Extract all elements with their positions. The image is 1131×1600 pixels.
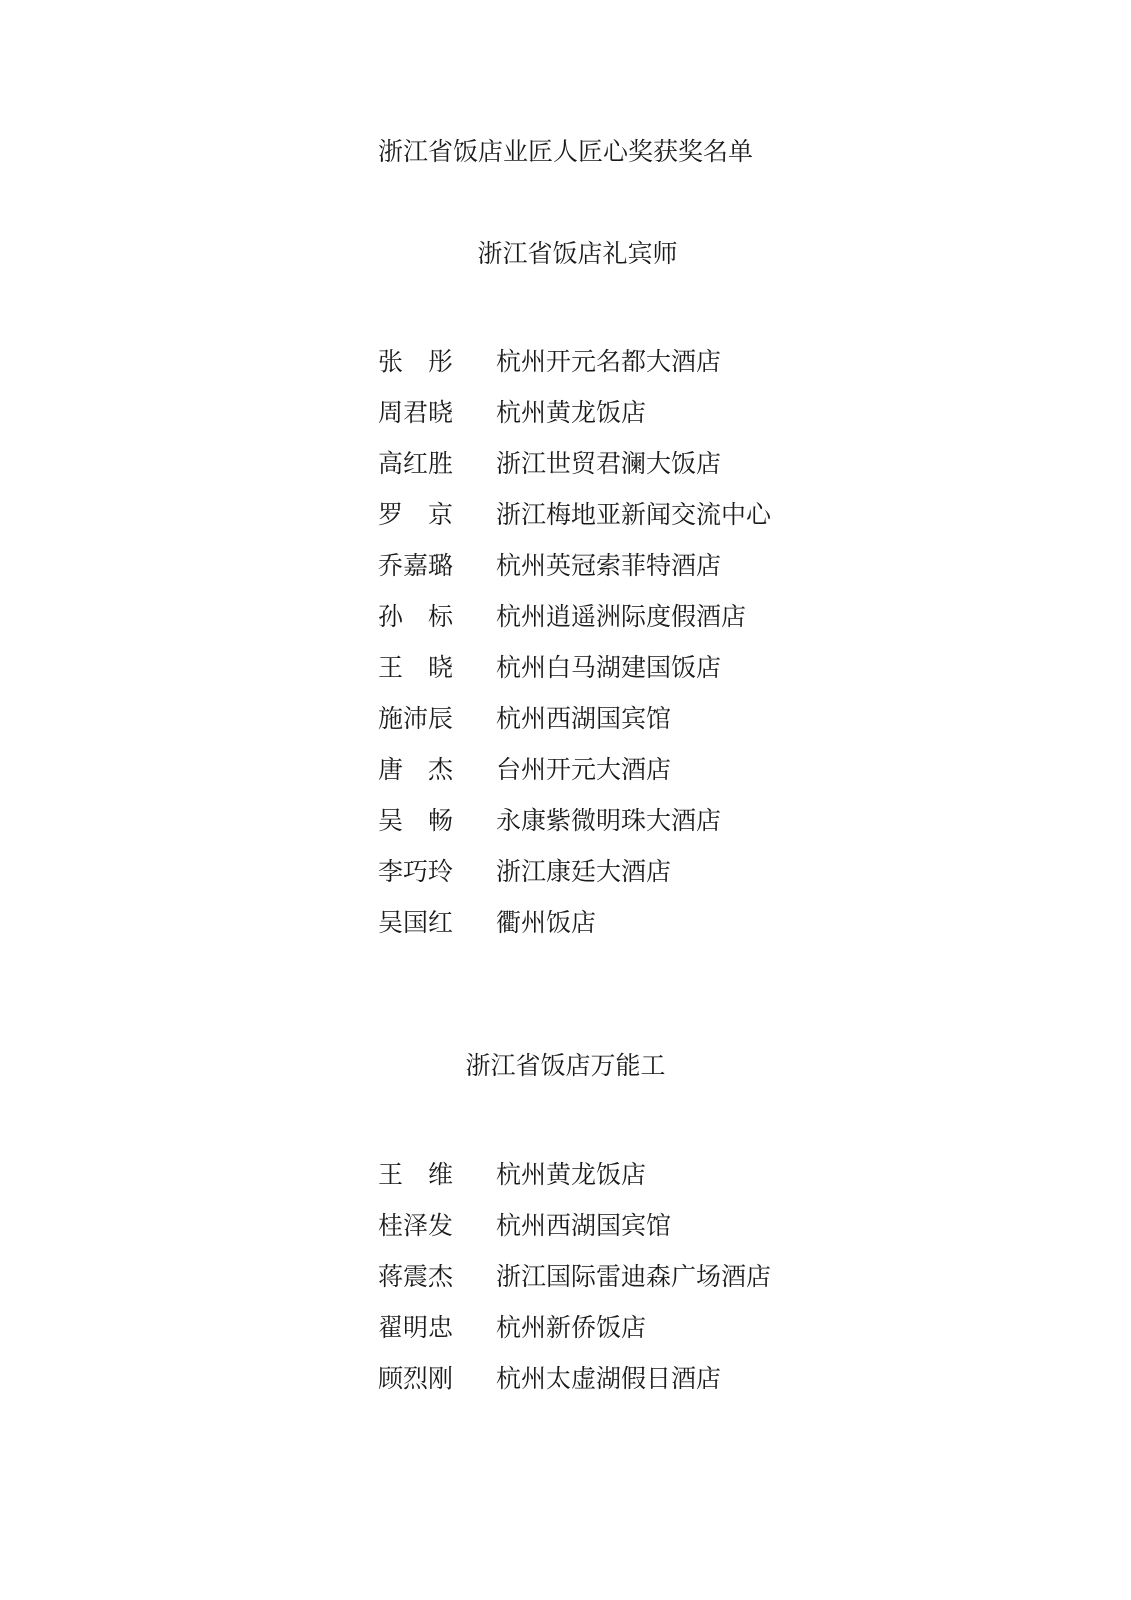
award-org: 浙江梅地亚新闻交流中心 [496,499,772,529]
list-item [378,589,771,640]
award-org: 杭州白马湖建国饭店 [496,652,722,682]
section-title-concierge: 浙江省饭店礼宾师 [477,239,678,268]
award-name: 王 晓 [378,652,454,682]
award-name: 孙 标 [378,601,454,631]
handyman-list [378,1147,771,1402]
award-org: 浙江国际雷迪森广场酒店 [496,1261,772,1291]
section-title-handyman: 浙江省饭店万能工 [465,1051,666,1080]
list-item [378,793,771,844]
list-item [378,1147,771,1198]
award-name: 李巧玲 [378,856,454,886]
list-item [378,1351,771,1402]
award-name: 张 彤 [378,346,454,376]
award-org: 杭州开元名都大酒店 [496,346,722,376]
concierge-list [378,334,771,946]
list-item [378,742,771,793]
list-item [378,385,771,436]
award-name: 王 维 [378,1159,454,1189]
list-item [378,334,771,385]
list-item [378,640,771,691]
list-item [378,844,771,895]
award-name: 蒋震杰 [378,1261,454,1291]
award-org: 衢州饭店 [496,907,597,937]
award-org: 浙江世贸君澜大饭店 [496,448,722,478]
award-name: 顾烈刚 [378,1363,454,1393]
award-org: 杭州太虚湖假日酒店 [496,1363,722,1393]
award-org: 永康紫微明珠大酒店 [496,805,722,835]
award-name: 乔嘉璐 [378,550,454,580]
award-name: 翟明忠 [378,1312,454,1342]
award-org: 杭州西湖国宾馆 [496,703,672,733]
list-item [378,436,771,487]
award-name: 吴 畅 [378,805,454,835]
award-name: 罗 京 [378,499,454,529]
list-item [378,1249,771,1300]
list-item [378,691,771,742]
award-name: 吴国红 [378,907,454,937]
document-title: 浙江省饭店业匠人匠心奖获奖名单 [377,137,753,166]
list-item [378,487,771,538]
award-name: 高红胜 [378,448,454,478]
award-name: 施沛辰 [378,703,454,733]
list-item [378,538,771,589]
list-item [378,895,771,946]
award-org: 杭州黄龙饭店 [496,397,647,427]
award-org: 杭州黄龙饭店 [496,1159,647,1189]
list-item [378,1198,771,1249]
award-org: 杭州逍遥洲际度假酒店 [496,601,747,631]
award-name: 唐 杰 [378,754,454,784]
award-org: 杭州英冠索菲特酒店 [496,550,722,580]
award-org: 杭州西湖国宾馆 [496,1210,672,1240]
award-org: 杭州新侨饭店 [496,1312,647,1342]
award-org: 台州开元大酒店 [496,754,672,784]
list-item [378,1300,771,1351]
award-name: 桂泽发 [378,1210,454,1240]
award-name: 周君晓 [378,397,454,427]
award-org: 浙江康廷大酒店 [496,856,672,886]
